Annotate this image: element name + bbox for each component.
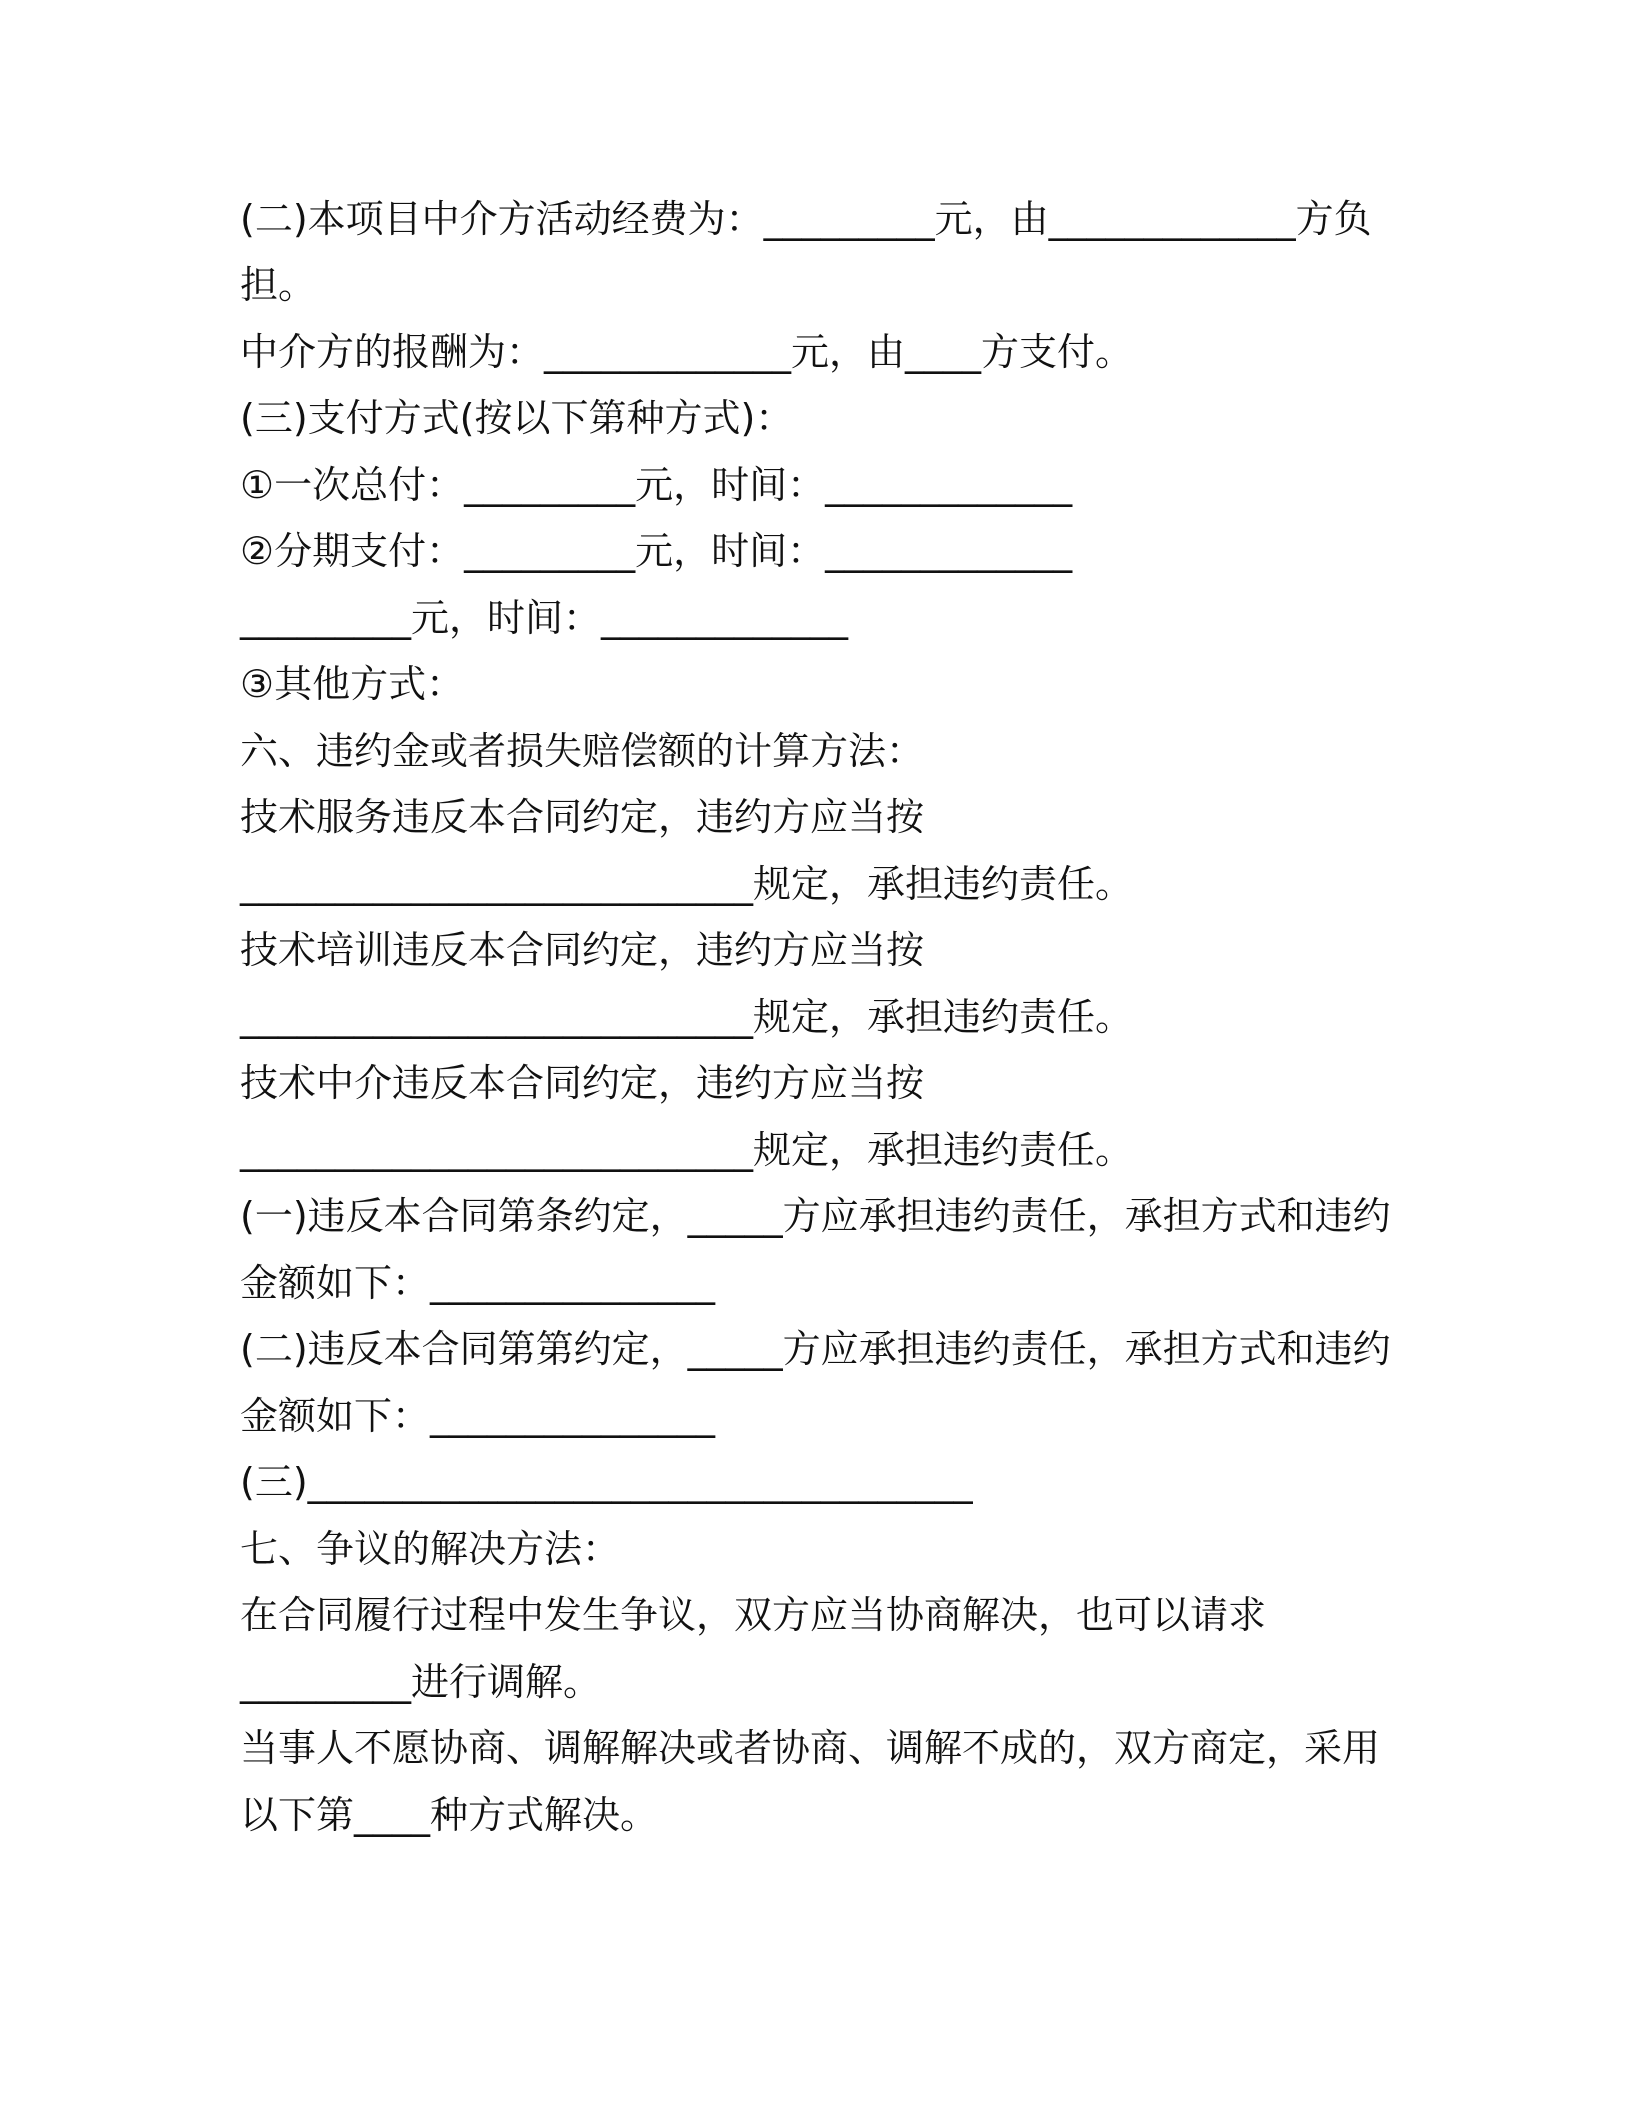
text-line: 以下第____种方式解决。 bbox=[240, 1793, 659, 1837]
text-line: (一)违反本合同第条约定，_____方应承担违约责任，承担方式和违约 bbox=[240, 1194, 1391, 1238]
text-line: 在合同履行过程中发生争议，双方应当协商解决，也可以请求 bbox=[240, 1593, 1267, 1637]
text-line: 担。 bbox=[240, 263, 317, 307]
text-line: ②分期支付：_________元，时间：_____________ bbox=[240, 529, 1073, 573]
text-line: (二)本项目中介方活动经费为：_________元，由_____________方负 bbox=[240, 197, 1372, 241]
text-line: ___________________________规定，承担违约责任。 bbox=[240, 1128, 1134, 1172]
text-line: ③其他方式： bbox=[240, 662, 465, 706]
text-line: 中介方的报酬为：_____________元，由____方支付。 bbox=[240, 330, 1134, 374]
text-line: _________元，时间：_____________ bbox=[240, 596, 849, 640]
section-heading: 七、争议的解决方法： bbox=[240, 1527, 621, 1571]
text-line: (三)支付方式(按以下第种方式)： bbox=[240, 396, 794, 440]
text-line: (三)___________________________________ bbox=[240, 1460, 973, 1504]
text-line: 技术中介违反本合同约定，违约方应当按 bbox=[240, 1061, 925, 1105]
text-line: _________进行调解。 bbox=[240, 1660, 602, 1704]
text-line: 金额如下：_______________ bbox=[240, 1394, 716, 1438]
text-line: ___________________________规定，承担违约责任。 bbox=[240, 862, 1134, 906]
text-line: 当事人不愿协商、调解解决或者协商、调解不成的，双方商定，采用 bbox=[240, 1726, 1381, 1770]
text-line: 金额如下：_______________ bbox=[240, 1261, 716, 1305]
text-line: 技术服务违反本合同约定，违约方应当按 bbox=[240, 795, 925, 839]
text-line: 技术培训违反本合同约定，违约方应当按 bbox=[240, 928, 925, 972]
text-line: (二)违反本合同第第约定，_____方应承担违约责任，承担方式和违约 bbox=[240, 1327, 1391, 1371]
text-line: ①一次总付：_________元，时间：_____________ bbox=[240, 463, 1073, 507]
section-heading: 六、违约金或者损失赔偿额的计算方法： bbox=[240, 729, 925, 773]
text-line: ___________________________规定，承担违约责任。 bbox=[240, 995, 1134, 1039]
